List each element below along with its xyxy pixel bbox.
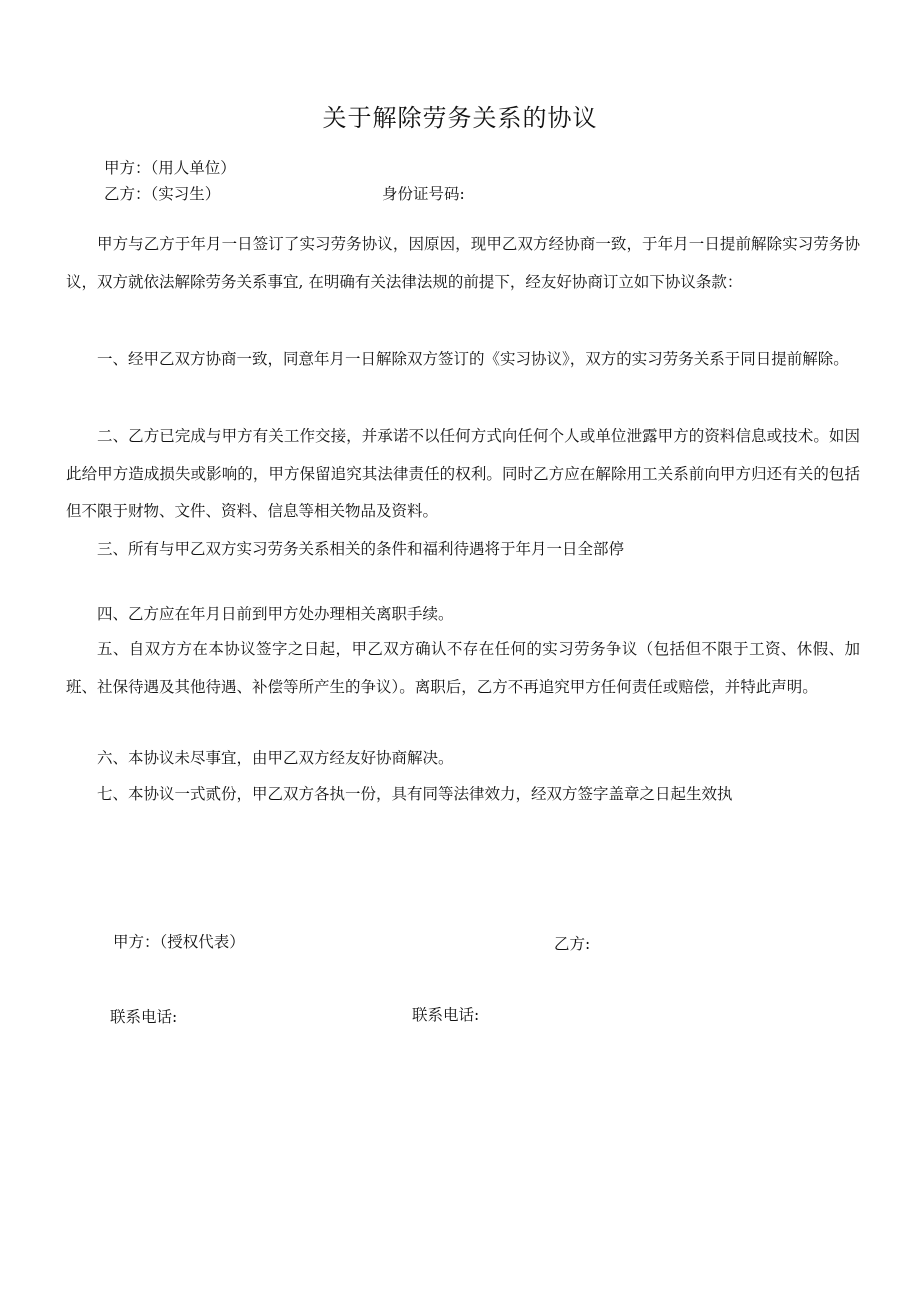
id-number-label: 身份证号码: [382,185,465,203]
document-title: 关于解除劳务关系的协议 [322,104,598,132]
intro-paragraph: 甲方与乙方于年月一日签订了实习劳务协议，因原因，现甲乙双方经协商一致，于年月一日提前解除实习劳务协议，双方就依法解除劳务关系事宜, 在明确有关法律法规的前提下，经友好协商订立如下协议条款： [66,235,860,291]
clause-3: 三、所有与甲乙双方实习劳务关系相关的条件和福利待遇将于年月一日全部停 [97,540,625,558]
party-a-phone-label: 联系电话: [110,1008,178,1026]
clause-1: 一、经甲乙双方协商一致，同意年月一日解除双方签订的《实习协议》，双方的实习劳务关系于同日提前解除。 [97,350,849,368]
clause-5: 五、自双方方在本协议签字之日起，甲乙双方确认不存在任何的实习劳务争议（包括但不限于工资、休假、加班、社保待遇及其他待遇、补偿等所产生的争议）。离职后，乙方不再追究甲方任何责任或赔偿，并特此声明。 [66,640,860,696]
clause-7: 七、本协议一式贰份，甲乙双方各执一份，具有同等法律效力，经双方签字盖章之日起生效执 [97,785,733,803]
party-a-line: 甲方：（用人单位） [104,159,236,177]
clause-2: 二、乙方已完成与甲方有关工作交接，并承诺不以任何方式向任何个人或单位泄露甲方的资料信息或技术。如因此给甲方造成损失或影响的，甲方保留追究其法律责任的权利。同时乙方应在解除用工关系前向甲方归还有关的包括但不限于财物、文件、资料、信息等相关物品及资料。 [66,427,860,520]
party-b-line: 乙方：（实习生） [104,185,221,203]
signature-party-a: 甲方：（授权代表） [113,933,245,951]
clause-4: 四、乙方应在年月日前到甲方处办理相关离职手续。 [97,605,454,623]
clause-6: 六、本协议未尽事宜，由甲乙双方经友好协商解决。 [97,749,454,767]
party-b-phone-label: 联系电话: [412,1006,480,1024]
signature-party-b: 乙方: [554,935,591,953]
